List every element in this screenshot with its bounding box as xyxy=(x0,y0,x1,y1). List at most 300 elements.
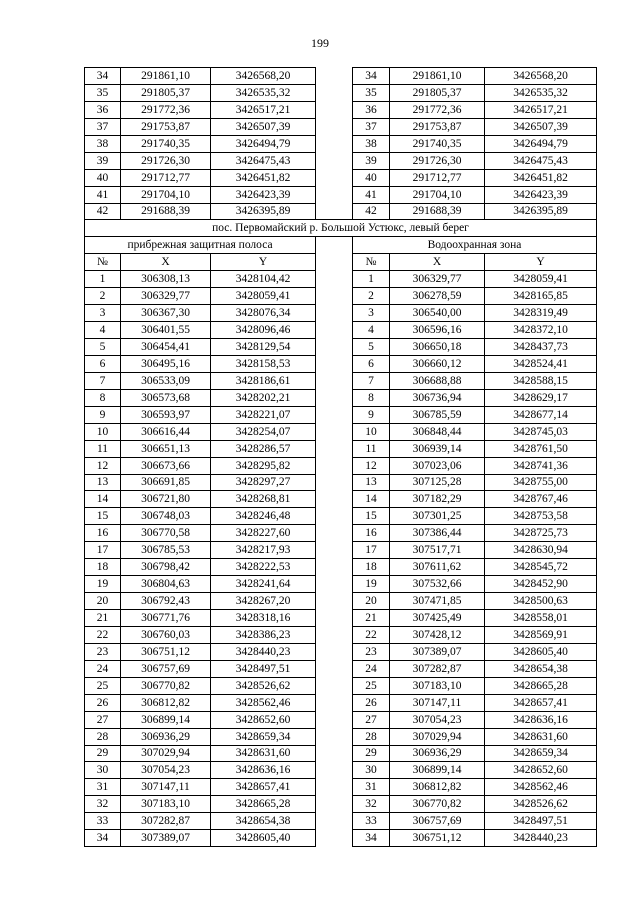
left-cell-y: 3428526,62 xyxy=(211,677,316,694)
right-cell-y: 3428562,46 xyxy=(485,779,597,796)
left-cell-y: 3428241,64 xyxy=(211,576,316,593)
left-cell-no: 39 xyxy=(85,152,121,169)
right-cell-y: 3428545,72 xyxy=(485,559,597,576)
left-cell-y: 3428657,41 xyxy=(211,779,316,796)
left-cell-x: 291753,87 xyxy=(121,118,211,135)
left-cell-no: 19 xyxy=(85,576,121,593)
table-row xyxy=(85,610,597,627)
table-row xyxy=(85,440,597,457)
right-cell-y: 3428558,01 xyxy=(485,610,597,627)
column-gap xyxy=(316,203,353,220)
table-row xyxy=(85,677,597,694)
left-cell-x: 306899,14 xyxy=(121,711,211,728)
column-gap xyxy=(316,694,353,711)
table-row xyxy=(85,542,597,559)
left-cell-y: 3428217,93 xyxy=(211,542,316,559)
left-cell-no: 6 xyxy=(85,355,121,372)
table-row xyxy=(85,135,597,152)
left-cell-y: 3428202,21 xyxy=(211,389,316,406)
right-cell-x: 306757,69 xyxy=(390,813,485,830)
left-cell-y: 3426423,39 xyxy=(211,186,316,203)
right-cell-no: 40 xyxy=(353,169,390,186)
left-cell-no: 34 xyxy=(85,830,121,847)
left-cell-x: 307054,23 xyxy=(121,762,211,779)
column-gap xyxy=(316,152,353,169)
left-cell-no: 17 xyxy=(85,542,121,559)
left-cell-x: 291861,10 xyxy=(121,68,211,85)
left-cell-no: 4 xyxy=(85,322,121,339)
left-cell-x: 307389,07 xyxy=(121,830,211,847)
left-cell-x: 306593,97 xyxy=(121,406,211,423)
right-cell-y: 3428629,17 xyxy=(485,389,597,406)
table-row xyxy=(85,271,597,288)
column-gap xyxy=(316,169,353,186)
right-cell-x: 306736,94 xyxy=(390,389,485,406)
right-cell-no: 12 xyxy=(353,457,390,474)
left-cell-y: 3428665,28 xyxy=(211,796,316,813)
table-row xyxy=(85,305,597,322)
coordinates-table xyxy=(84,67,597,847)
right-cell-no: 2 xyxy=(353,288,390,305)
left-cell-x: 306771,76 xyxy=(121,610,211,627)
right-cell-no: 23 xyxy=(353,643,390,660)
right-cell-x: 306688,88 xyxy=(390,372,485,389)
column-gap xyxy=(316,372,353,389)
right-cell-x: 291740,35 xyxy=(390,135,485,152)
left-col-no-header: № xyxy=(85,254,121,271)
column-gap xyxy=(316,271,353,288)
right-col-no-header: № xyxy=(353,254,390,271)
right-cell-x: 306329,77 xyxy=(390,271,485,288)
left-cell-x: 306721,80 xyxy=(121,491,211,508)
right-cell-x: 307428,12 xyxy=(390,626,485,643)
left-cell-y: 3428654,38 xyxy=(211,813,316,830)
left-cell-x: 307282,87 xyxy=(121,813,211,830)
column-gap xyxy=(316,542,353,559)
table-row xyxy=(85,576,597,593)
right-cell-y: 3428652,60 xyxy=(485,762,597,779)
right-cell-x: 307425,49 xyxy=(390,610,485,627)
right-cell-y: 3428588,15 xyxy=(485,372,597,389)
right-cell-y: 3428753,58 xyxy=(485,508,597,525)
left-cell-x: 306308,13 xyxy=(121,271,211,288)
right-cell-no: 22 xyxy=(353,626,390,643)
right-cell-x: 306278,59 xyxy=(390,288,485,305)
left-cell-y: 3426451,82 xyxy=(211,169,316,186)
right-cell-no: 39 xyxy=(353,152,390,169)
left-cell-y: 3428227,60 xyxy=(211,525,316,542)
table-row xyxy=(85,457,597,474)
right-cell-no: 32 xyxy=(353,796,390,813)
right-cell-no: 42 xyxy=(353,203,390,220)
left-cell-y: 3426475,43 xyxy=(211,152,316,169)
right-cell-y: 3428500,63 xyxy=(485,593,597,610)
table-row xyxy=(85,101,597,118)
left-cell-y: 3428221,07 xyxy=(211,406,316,423)
left-cell-no: 29 xyxy=(85,745,121,762)
right-cell-no: 10 xyxy=(353,423,390,440)
page-number: 199 xyxy=(311,36,329,50)
left-cell-no: 33 xyxy=(85,813,121,830)
right-cell-no: 21 xyxy=(353,610,390,627)
table-row xyxy=(85,389,597,406)
table-row xyxy=(85,288,597,305)
right-cell-y: 3426494,79 xyxy=(485,135,597,152)
table-row xyxy=(85,728,597,745)
table-row xyxy=(85,203,597,220)
left-cell-y: 3428386,23 xyxy=(211,626,316,643)
column-gap xyxy=(316,440,353,457)
location-title-row xyxy=(85,220,597,237)
left-cell-y: 3428636,16 xyxy=(211,762,316,779)
left-cell-y: 3428096,46 xyxy=(211,322,316,339)
left-cell-x: 306533,09 xyxy=(121,372,211,389)
left-cell-no: 38 xyxy=(85,135,121,152)
table-row xyxy=(85,339,597,356)
right-cell-x: 306770,82 xyxy=(390,796,485,813)
column-gap xyxy=(316,796,353,813)
left-cell-no: 31 xyxy=(85,779,121,796)
right-cell-x: 291726,30 xyxy=(390,152,485,169)
right-cell-x: 307029,94 xyxy=(390,728,485,745)
left-cell-no: 32 xyxy=(85,796,121,813)
right-cell-y: 3426451,82 xyxy=(485,169,597,186)
right-cell-no: 5 xyxy=(353,339,390,356)
right-cell-y: 3426475,43 xyxy=(485,152,597,169)
left-cell-no: 3 xyxy=(85,305,121,322)
left-cell-no: 1 xyxy=(85,271,121,288)
left-cell-x: 306573,68 xyxy=(121,389,211,406)
right-cell-x: 306848,44 xyxy=(390,423,485,440)
left-cell-no: 20 xyxy=(85,593,121,610)
column-gap xyxy=(316,491,353,508)
right-cell-x: 291805,37 xyxy=(390,84,485,101)
right-cell-x: 307301,25 xyxy=(390,508,485,525)
left-cell-no: 27 xyxy=(85,711,121,728)
column-gap xyxy=(316,101,353,118)
table-row xyxy=(85,322,597,339)
table-row xyxy=(85,660,597,677)
left-cell-x: 306401,55 xyxy=(121,322,211,339)
right-cell-no: 28 xyxy=(353,728,390,745)
right-cell-no: 16 xyxy=(353,525,390,542)
right-cell-y: 3428745,03 xyxy=(485,423,597,440)
left-cell-x: 306792,43 xyxy=(121,593,211,610)
right-cell-x: 307023,06 xyxy=(390,457,485,474)
right-cell-y: 3428526,62 xyxy=(485,796,597,813)
column-gap xyxy=(316,762,353,779)
left-col-y-header: Y xyxy=(211,254,316,271)
left-cell-no: 2 xyxy=(85,288,121,305)
right-cell-no: 24 xyxy=(353,660,390,677)
left-cell-x: 306367,30 xyxy=(121,305,211,322)
left-col-x-header: X xyxy=(121,254,211,271)
right-cell-y: 3426423,39 xyxy=(485,186,597,203)
column-gap xyxy=(316,830,353,847)
table-row xyxy=(85,711,597,728)
table-row xyxy=(85,372,597,389)
left-cell-y: 3428059,41 xyxy=(211,288,316,305)
right-cell-y: 3428741,36 xyxy=(485,457,597,474)
table-row xyxy=(85,423,597,440)
table-row xyxy=(85,152,597,169)
left-cell-no: 5 xyxy=(85,339,121,356)
coordinates-table-body xyxy=(85,68,597,847)
right-cell-x: 291704,10 xyxy=(390,186,485,203)
left-cell-no: 7 xyxy=(85,372,121,389)
column-gap xyxy=(316,813,353,830)
left-cell-y: 3428440,23 xyxy=(211,643,316,660)
right-cell-x: 307386,44 xyxy=(390,525,485,542)
right-cell-y: 3428755,00 xyxy=(485,474,597,491)
column-gap xyxy=(316,643,353,660)
right-cell-no: 17 xyxy=(353,542,390,559)
right-cell-x: 306899,14 xyxy=(390,762,485,779)
left-cell-x: 306751,12 xyxy=(121,643,211,660)
column-gap xyxy=(316,288,353,305)
table-row xyxy=(85,508,597,525)
column-gap xyxy=(316,711,353,728)
left-cell-x: 306673,66 xyxy=(121,457,211,474)
column-gap xyxy=(316,745,353,762)
right-cell-no: 6 xyxy=(353,355,390,372)
left-cell-x: 306748,03 xyxy=(121,508,211,525)
left-cell-no: 8 xyxy=(85,389,121,406)
left-cell-x: 306770,82 xyxy=(121,677,211,694)
right-cell-no: 15 xyxy=(353,508,390,525)
left-cell-x: 306616,44 xyxy=(121,423,211,440)
right-cell-x: 291712,77 xyxy=(390,169,485,186)
left-cell-x: 291726,30 xyxy=(121,152,211,169)
right-cell-x: 306660,12 xyxy=(390,355,485,372)
left-cell-y: 3428076,34 xyxy=(211,305,316,322)
table-row xyxy=(85,84,597,101)
left-cell-x: 307147,11 xyxy=(121,779,211,796)
column-gap xyxy=(316,457,353,474)
right-cell-y: 3428372,10 xyxy=(485,322,597,339)
table-row xyxy=(85,762,597,779)
right-cell-no: 1 xyxy=(353,271,390,288)
right-cell-x: 306936,29 xyxy=(390,745,485,762)
table-row xyxy=(85,796,597,813)
left-cell-y: 3428246,48 xyxy=(211,508,316,525)
column-gap xyxy=(316,254,353,271)
left-cell-x: 307183,10 xyxy=(121,796,211,813)
table-row xyxy=(85,694,597,711)
left-cell-no: 42 xyxy=(85,203,121,220)
column-gap xyxy=(316,677,353,694)
left-cell-no: 41 xyxy=(85,186,121,203)
right-cell-no: 25 xyxy=(353,677,390,694)
right-cell-y: 3428636,16 xyxy=(485,711,597,728)
right-cell-no: 29 xyxy=(353,745,390,762)
right-cell-x: 291753,87 xyxy=(390,118,485,135)
right-cell-no: 30 xyxy=(353,762,390,779)
left-cell-no: 12 xyxy=(85,457,121,474)
right-cell-y: 3428440,23 xyxy=(485,830,597,847)
left-cell-no: 37 xyxy=(85,118,121,135)
left-cell-no: 30 xyxy=(85,762,121,779)
table-row xyxy=(85,626,597,643)
left-cell-no: 36 xyxy=(85,101,121,118)
right-cell-y: 3426507,39 xyxy=(485,118,597,135)
left-cell-x: 306936,29 xyxy=(121,728,211,745)
left-cell-no: 35 xyxy=(85,84,121,101)
column-gap xyxy=(316,728,353,745)
left-cell-no: 24 xyxy=(85,660,121,677)
column-gap xyxy=(316,305,353,322)
left-cell-no: 10 xyxy=(85,423,121,440)
right-cell-no: 19 xyxy=(353,576,390,593)
left-cell-no: 14 xyxy=(85,491,121,508)
right-cell-y: 3428165,85 xyxy=(485,288,597,305)
right-cell-y: 3428665,28 xyxy=(485,677,597,694)
column-header-row xyxy=(85,254,597,271)
column-gap xyxy=(316,84,353,101)
right-cell-x: 307147,11 xyxy=(390,694,485,711)
right-cell-no: 31 xyxy=(353,779,390,796)
table-row xyxy=(85,525,597,542)
left-cell-x: 291688,39 xyxy=(121,203,211,220)
right-cell-no: 33 xyxy=(353,813,390,830)
left-cell-y: 3428129,54 xyxy=(211,339,316,356)
right-cell-x: 291772,36 xyxy=(390,101,485,118)
right-cell-no: 35 xyxy=(353,84,390,101)
left-cell-x: 306454,41 xyxy=(121,339,211,356)
right-cell-y: 3428767,46 xyxy=(485,491,597,508)
table-row xyxy=(85,745,597,762)
right-cell-no: 27 xyxy=(353,711,390,728)
right-cell-x: 306540,00 xyxy=(390,305,485,322)
left-cell-y: 3428659,34 xyxy=(211,728,316,745)
column-gap xyxy=(316,118,353,135)
right-cell-y: 3428437,73 xyxy=(485,339,597,356)
left-zone-title: прибрежная защитная полоса xyxy=(85,237,316,254)
right-zone-title: Водоохранная зона xyxy=(353,237,597,254)
left-cell-y: 3428267,20 xyxy=(211,593,316,610)
right-col-x-header: X xyxy=(390,254,485,271)
location-title: пос. Первомайский р. Большой Устюкс, левый берег xyxy=(85,220,597,237)
left-cell-y: 3426568,20 xyxy=(211,68,316,85)
left-cell-no: 16 xyxy=(85,525,121,542)
left-cell-y: 3428605,40 xyxy=(211,830,316,847)
right-cell-x: 307125,28 xyxy=(390,474,485,491)
left-cell-no: 34 xyxy=(85,68,121,85)
right-cell-x: 307389,07 xyxy=(390,643,485,660)
right-cell-x: 306650,18 xyxy=(390,339,485,356)
right-cell-no: 20 xyxy=(353,593,390,610)
right-cell-y: 3426517,21 xyxy=(485,101,597,118)
right-cell-x: 307517,71 xyxy=(390,542,485,559)
column-gap xyxy=(316,406,353,423)
left-cell-y: 3428297,27 xyxy=(211,474,316,491)
right-cell-no: 26 xyxy=(353,694,390,711)
right-cell-no: 36 xyxy=(353,101,390,118)
left-cell-x: 306785,53 xyxy=(121,542,211,559)
left-cell-no: 28 xyxy=(85,728,121,745)
right-cell-x: 291861,10 xyxy=(390,68,485,85)
column-gap xyxy=(316,68,353,85)
left-cell-no: 11 xyxy=(85,440,121,457)
right-cell-no: 18 xyxy=(353,559,390,576)
left-cell-x: 291704,10 xyxy=(121,186,211,203)
column-gap xyxy=(316,779,353,796)
right-cell-y: 3428059,41 xyxy=(485,271,597,288)
table-row xyxy=(85,406,597,423)
column-gap xyxy=(316,626,353,643)
left-cell-no: 18 xyxy=(85,559,121,576)
right-cell-y: 3428761,50 xyxy=(485,440,597,457)
column-gap xyxy=(316,610,353,627)
table-row xyxy=(85,593,597,610)
right-cell-no: 7 xyxy=(353,372,390,389)
left-cell-x: 291805,37 xyxy=(121,84,211,101)
left-cell-x: 306770,58 xyxy=(121,525,211,542)
left-cell-x: 306812,82 xyxy=(121,694,211,711)
right-cell-y: 3428605,40 xyxy=(485,643,597,660)
left-cell-x: 306760,03 xyxy=(121,626,211,643)
right-cell-no: 37 xyxy=(353,118,390,135)
right-cell-x: 307471,85 xyxy=(390,593,485,610)
table-row xyxy=(85,68,597,85)
table-row xyxy=(85,813,597,830)
left-cell-y: 3426507,39 xyxy=(211,118,316,135)
right-cell-no: 38 xyxy=(353,135,390,152)
right-cell-x: 306939,14 xyxy=(390,440,485,457)
right-cell-y: 3428319,49 xyxy=(485,305,597,322)
right-cell-no: 3 xyxy=(353,305,390,322)
right-cell-y: 3428654,38 xyxy=(485,660,597,677)
left-cell-x: 306329,77 xyxy=(121,288,211,305)
column-gap xyxy=(316,389,353,406)
right-cell-y: 3428631,60 xyxy=(485,728,597,745)
right-cell-y: 3428657,41 xyxy=(485,694,597,711)
column-gap xyxy=(316,660,353,677)
left-cell-y: 3428652,60 xyxy=(211,711,316,728)
right-cell-y: 3428659,34 xyxy=(485,745,597,762)
column-gap xyxy=(316,423,353,440)
right-cell-y: 3428677,14 xyxy=(485,406,597,423)
left-cell-y: 3426517,21 xyxy=(211,101,316,118)
right-cell-y: 3428725,73 xyxy=(485,525,597,542)
left-cell-no: 13 xyxy=(85,474,121,491)
column-gap xyxy=(316,508,353,525)
right-cell-x: 307282,87 xyxy=(390,660,485,677)
right-cell-x: 306596,16 xyxy=(390,322,485,339)
left-cell-no: 9 xyxy=(85,406,121,423)
right-cell-no: 4 xyxy=(353,322,390,339)
right-cell-y: 3428569,91 xyxy=(485,626,597,643)
left-cell-y: 3426395,89 xyxy=(211,203,316,220)
right-cell-x: 306812,82 xyxy=(390,779,485,796)
left-cell-no: 26 xyxy=(85,694,121,711)
table-row xyxy=(85,559,597,576)
left-cell-x: 306651,13 xyxy=(121,440,211,457)
left-cell-x: 306691,85 xyxy=(121,474,211,491)
left-cell-y: 3428104,42 xyxy=(211,271,316,288)
right-cell-no: 8 xyxy=(353,389,390,406)
right-cell-x: 306785,59 xyxy=(390,406,485,423)
left-cell-y: 3428295,82 xyxy=(211,457,316,474)
right-col-y-header: Y xyxy=(485,254,597,271)
table-row xyxy=(85,491,597,508)
right-cell-no: 41 xyxy=(353,186,390,203)
column-gap xyxy=(316,355,353,372)
table-row xyxy=(85,830,597,847)
left-cell-x: 307029,94 xyxy=(121,745,211,762)
table-row xyxy=(85,474,597,491)
left-cell-y: 3428268,81 xyxy=(211,491,316,508)
